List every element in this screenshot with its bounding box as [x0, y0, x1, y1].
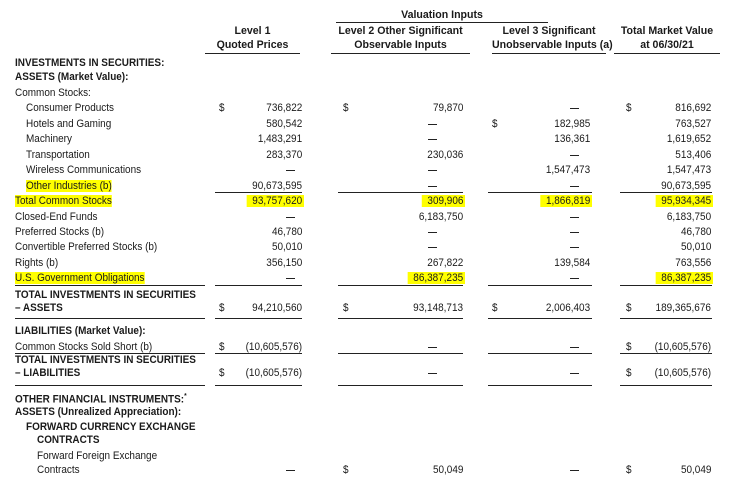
row-18-col1-value: (10,605,576)	[245, 367, 302, 379]
row-1-label: ASSETS (Market Value):	[15, 71, 129, 83]
row-3-col2-value: 79,870	[432, 102, 463, 114]
row-7-col3-value: 1,547,473	[545, 164, 590, 176]
row-15-col3-value: 2,006,403	[545, 302, 590, 314]
header-group-rule	[336, 22, 548, 23]
rule-after-total-liab-label	[15, 385, 205, 386]
row-3-col2-currency: $	[343, 102, 349, 114]
rule-after-total-liab-col2	[338, 385, 463, 386]
header-level-2-line-2: Observable Inputs	[354, 39, 447, 51]
header-total-market-value-line-2: at 06/30/21	[640, 39, 694, 51]
row-10-col1-dash	[286, 217, 295, 218]
row-24-col4-value: 50,049	[680, 464, 711, 476]
row-0-label: INVESTMENTS IN SECURITIES:	[15, 57, 165, 69]
rule-after-other-industries-col2	[338, 192, 463, 193]
row-15-col2-currency: $	[343, 302, 349, 314]
row-15-col1-currency: $	[219, 302, 225, 314]
header-level-3-line-1: Level 3 Significant	[502, 25, 596, 37]
row-5-col1-value: 1,483,291	[257, 133, 302, 145]
row-5-col2-dash	[428, 139, 437, 140]
rule-after-total-assets-label	[15, 318, 205, 319]
header-total-market-value-line-1: Total Market Value	[620, 25, 714, 37]
rule-after-short-col3	[488, 353, 592, 354]
row-8-label: Other Industries (b)	[26, 180, 112, 192]
row-6-col1-value: 283,370	[266, 149, 302, 161]
rule-after-us-gov-col1	[215, 285, 302, 286]
row-6-col4-value: 513,406	[675, 149, 711, 161]
row-24-col2-value: 50,049	[432, 464, 463, 476]
row-6-label: Transportation	[26, 149, 90, 161]
rule-after-short-col1	[215, 353, 302, 354]
header-level-3-line-2: Unobservable Inputs (a)	[492, 39, 613, 51]
row-3-col4-currency: $	[626, 102, 632, 114]
row-14-label: U.S. Government Obligations	[15, 272, 145, 284]
rule-after-total-assets-col1	[215, 318, 302, 319]
row-5-col3-value: 136,361	[554, 133, 590, 145]
row-3-col1-currency: $	[219, 102, 225, 114]
row-8-col4-value: 90,673,595	[661, 180, 711, 192]
row-10-col3-dash	[570, 217, 579, 218]
row-11-col1-value: 46,780	[271, 226, 302, 238]
row-12-label: Convertible Preferred Stocks (b)	[15, 241, 158, 253]
row-23-label: Forward Foreign Exchange	[37, 450, 158, 462]
row-18-col2-dash	[428, 373, 437, 374]
row-12-col3-dash	[570, 247, 579, 248]
row-24-col2-currency: $	[343, 464, 349, 476]
row-15-col3-currency: $	[492, 302, 498, 314]
row-4-col1-value: 580,542	[266, 118, 302, 130]
row-24-label: Contracts	[37, 464, 80, 476]
header-level-1-line-2: Quoted Prices	[216, 39, 289, 51]
footnote-marker: *	[184, 393, 187, 400]
row-15-label-cont: – ASSETS	[15, 302, 63, 314]
row-10-label: Closed-End Funds	[15, 211, 98, 223]
row-17-col4-currency: $	[626, 341, 632, 353]
rule-after-total-liab-col4	[620, 385, 712, 386]
row-13-col4-value: 763,556	[675, 257, 711, 269]
row-19-label: OTHER FINANCIAL INSTRUMENTS:*	[15, 393, 187, 406]
rule-after-other-industries-col1	[215, 192, 302, 193]
header-valuation-inputs: Valuation Inputs	[401, 9, 483, 21]
row-14-col4-value: 86,387,235	[656, 272, 713, 284]
row-17-col1-value: (10,605,576)	[245, 341, 302, 353]
header-level-2-rule	[331, 53, 470, 54]
row-3-col4-value: 816,692	[675, 102, 711, 114]
row-18-col4-currency: $	[626, 367, 632, 379]
row-3-col3-dash	[570, 108, 579, 109]
row-3-col1-value: 736,822	[266, 102, 302, 114]
row-5-label: Machinery	[26, 133, 72, 145]
row-17-col3-dash	[570, 347, 579, 348]
row-14-col2-value: 86,387,235	[408, 272, 465, 284]
rule-after-us-gov-col3	[488, 285, 592, 286]
row-5-col4-value: 1,619,652	[666, 133, 711, 145]
row-18-col1-currency: $	[219, 367, 225, 379]
row-13-col2-value: 267,822	[427, 257, 463, 269]
rule-after-other-industries-col4	[620, 192, 712, 193]
row-7-col4-value: 1,547,473	[666, 164, 711, 176]
row-9-label: Total Common Stocks	[15, 195, 112, 207]
row-6-col3-dash	[570, 155, 579, 156]
rule-after-other-industries-col3	[488, 192, 592, 193]
row-17-col1-currency: $	[219, 341, 225, 353]
rule-after-total-liab-col3	[488, 385, 592, 386]
row-18-label-cont: – LIABILITIES	[15, 367, 81, 379]
header-level-1-rule	[205, 53, 300, 54]
row-11-col4-value: 46,780	[680, 226, 711, 238]
row-17-label: Common Stocks Sold Short (b)	[15, 341, 153, 353]
rule-after-total-assets-col3	[488, 318, 592, 319]
row-6-col2-value: 230,036	[427, 149, 463, 161]
row-22-label: CONTRACTS	[37, 434, 100, 446]
row-15-label: TOTAL INVESTMENTS IN SECURITIES	[15, 289, 196, 301]
rule-after-total-assets-col4	[620, 318, 712, 319]
rule-after-total-liab-col1	[215, 385, 302, 386]
row-24-col3-dash	[570, 470, 579, 471]
rule-after-us-gov-col4	[620, 285, 712, 286]
row-7-col2-dash	[428, 170, 437, 171]
row-14-col3-dash	[570, 278, 579, 279]
row-9-col4-value: 95,934,345	[656, 195, 713, 207]
rule-after-short-col4	[620, 353, 712, 354]
row-9-col1-value: 93,757,620	[247, 195, 304, 207]
row-15-col2-value: 93,148,713	[413, 302, 463, 314]
row-4-col4-value: 763,527	[675, 118, 711, 130]
row-12-col4-value: 50,010	[680, 241, 711, 253]
row-18-col3-dash	[570, 373, 579, 374]
rule-after-short-col2	[338, 353, 463, 354]
row-11-col2-dash	[428, 232, 437, 233]
row-8-col1-value: 90,673,595	[252, 180, 302, 192]
row-20-label: ASSETS (Unrealized Appreciation):	[15, 406, 182, 418]
header-level-3-rule	[492, 53, 606, 54]
row-13-label: Rights (b)	[15, 257, 59, 269]
row-16-label: LIABILITIES (Market Value):	[15, 325, 146, 337]
row-10-col4-value: 6,183,750	[666, 211, 711, 223]
row-15-col4-currency: $	[626, 302, 632, 314]
row-3-label: Consumer Products	[26, 102, 115, 114]
row-18-col4-value: (10,605,576)	[654, 367, 711, 379]
row-2-label: Common Stocks:	[15, 87, 91, 99]
row-4-col3-value: 182,985	[554, 118, 590, 130]
row-14-col1-dash	[286, 278, 295, 279]
row-13-col3-value: 139,584	[554, 257, 590, 269]
row-10-col2-value: 6,183,750	[418, 211, 463, 223]
rule-after-short-label	[15, 353, 205, 354]
row-4-col2-dash	[428, 124, 437, 125]
rule-after-us-gov-col2	[338, 285, 463, 286]
row-7-col1-dash	[286, 170, 295, 171]
row-17-col2-dash	[428, 347, 437, 348]
rule-after-us-gov-label	[15, 285, 205, 286]
row-24-col4-currency: $	[626, 464, 632, 476]
row-13-col1-value: 356,150	[266, 257, 302, 269]
row-17-col4-value: (10,605,576)	[654, 341, 711, 353]
row-8-col3-dash	[570, 186, 579, 187]
row-7-label: Wireless Communications	[26, 164, 142, 176]
row-24-col1-dash	[286, 470, 295, 471]
row-9-col3-value: 1,866,819	[540, 195, 592, 207]
header-level-2-line-1: Level 2 Other Significant	[338, 25, 463, 37]
row-15-col4-value: 189,365,676	[655, 302, 711, 314]
row-18-label: TOTAL INVESTMENTS IN SECURITIES	[15, 354, 196, 366]
row-4-col3-currency: $	[492, 118, 498, 130]
rule-after-total-assets-col2	[338, 318, 463, 319]
row-8-col2-dash	[428, 186, 437, 187]
row-11-label: Preferred Stocks (b)	[15, 226, 105, 238]
row-15-col1-value: 94,210,560	[252, 302, 302, 314]
row-12-col2-dash	[428, 247, 437, 248]
row-11-col3-dash	[570, 232, 579, 233]
row-9-col2-value: 309,906	[421, 195, 465, 207]
row-12-col1-value: 50,010	[271, 241, 302, 253]
header-total-market-value-rule	[614, 53, 720, 54]
header-level-1-line-1: Level 1	[234, 25, 271, 37]
row-21-label: FORWARD CURRENCY EXCHANGE	[26, 421, 196, 433]
row-4-label: Hotels and Gaming	[26, 118, 112, 130]
